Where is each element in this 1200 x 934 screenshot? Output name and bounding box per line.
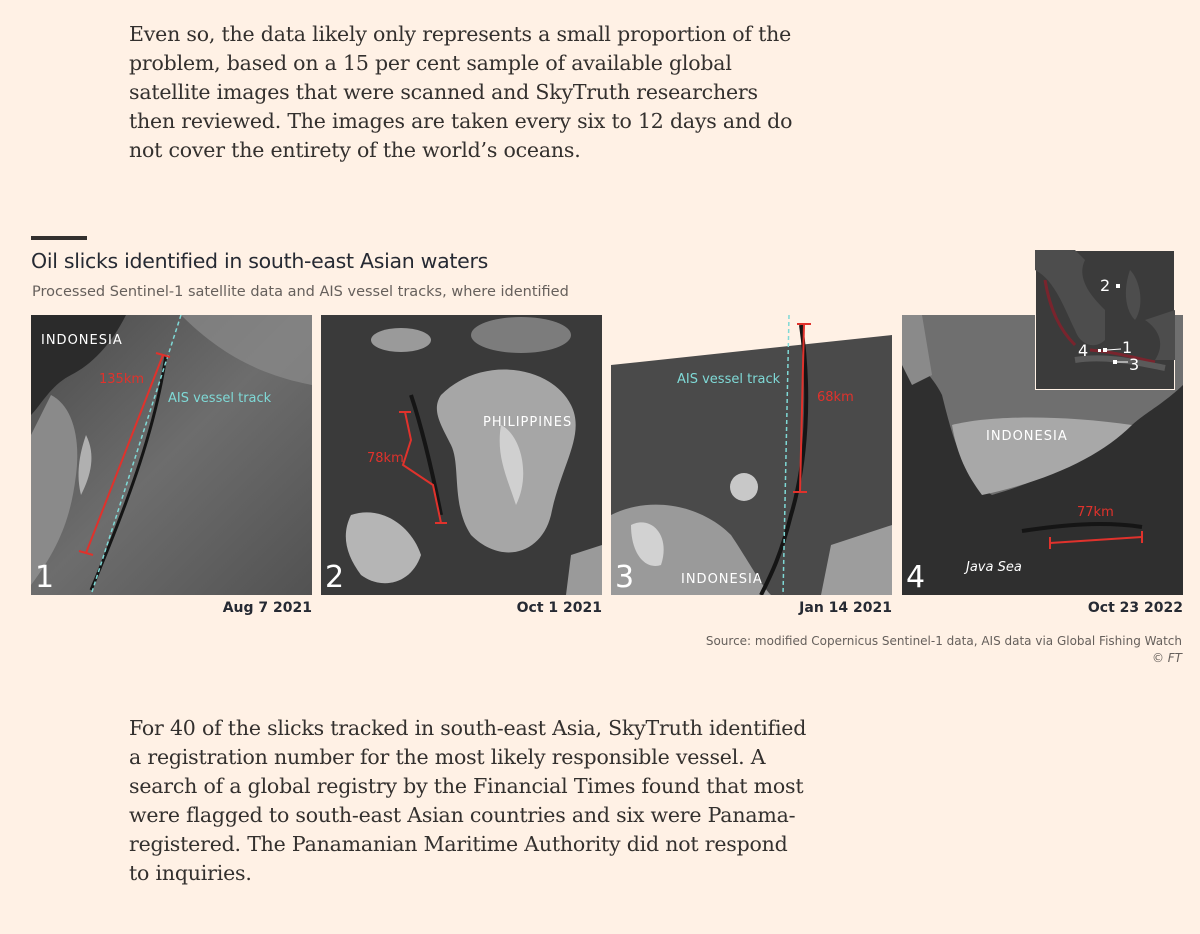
graphic-title: Oil slicks identified in south-east Asian waters bbox=[31, 249, 488, 273]
satellite-panel-1 bbox=[31, 315, 312, 595]
article-paragraph: Even so, the data likely only represents a small proportion of the problem, based on a 15 per cent sample of available global satellite images that were scanned and SkyTruth researchers then reviewed. The images are taken every six to 12 days and do not cover the entirety of the world’s oceans. bbox=[129, 22, 793, 162]
panel-3-ais-label: AIS vessel track bbox=[677, 372, 781, 387]
panel-2-number: 2 bbox=[325, 560, 345, 595]
graphic-subtitle: Processed Sentinel-1 satellite data and AIS vessel tracks, where identified bbox=[32, 284, 569, 300]
panel-4-sea-label: Java Sea bbox=[966, 560, 1022, 575]
graphic-source: Source: modified Copernicus Sentinel-1 data, AIS data via Global Fishing Watch bbox=[705, 634, 1182, 648]
satellite-panel-3 bbox=[611, 315, 892, 595]
panel-4-number: 4 bbox=[906, 560, 926, 595]
panel-3-number: 3 bbox=[615, 560, 635, 595]
panel-2-country-label: PHILIPPINES bbox=[483, 415, 573, 430]
panel-2-length-label: 78km bbox=[367, 451, 404, 466]
locator-label-3: 3 bbox=[1129, 355, 1140, 374]
locator-label-1: 1 bbox=[1122, 338, 1133, 357]
locator-map bbox=[1035, 250, 1175, 390]
panel-1-date: Aug 7 2021 bbox=[222, 600, 312, 616]
locator-label-4: 4 bbox=[1078, 341, 1089, 360]
panel-3-length-label: 68km bbox=[817, 390, 854, 405]
panel-1-ais-label: AIS vessel track bbox=[168, 391, 272, 406]
panel-4-country-label: INDONESIA bbox=[986, 429, 1068, 444]
panel-1-country-label: INDONESIA bbox=[41, 333, 123, 348]
panel-3-country-label: INDONESIA bbox=[681, 572, 763, 587]
graphic-credit: © FT bbox=[1151, 651, 1182, 665]
panel-1-number: 1 bbox=[35, 560, 55, 595]
panel-4-date: Oct 23 2022 bbox=[1087, 600, 1183, 616]
panel-2-date: Oct 1 2021 bbox=[516, 600, 602, 616]
article-paragraph: For 40 of the slicks tracked in south-east Asia, SkyTruth identified a registration number for the most likely responsible vessel. A search of a global registry by the Financial Times found that most were flagged to south-east Asian countries and six were Panama-registered. The Panamanian Maritime Authority did not respond to inquiries. bbox=[129, 716, 807, 885]
panel-4-length-label: 77km bbox=[1077, 505, 1114, 520]
satellite-panel-2 bbox=[321, 315, 602, 595]
panel-3-date: Jan 14 2021 bbox=[799, 600, 892, 616]
locator-label-2: 2 bbox=[1100, 276, 1111, 295]
graphic-top-rule bbox=[31, 236, 87, 240]
panel-1-length-label: 135km bbox=[99, 372, 145, 387]
